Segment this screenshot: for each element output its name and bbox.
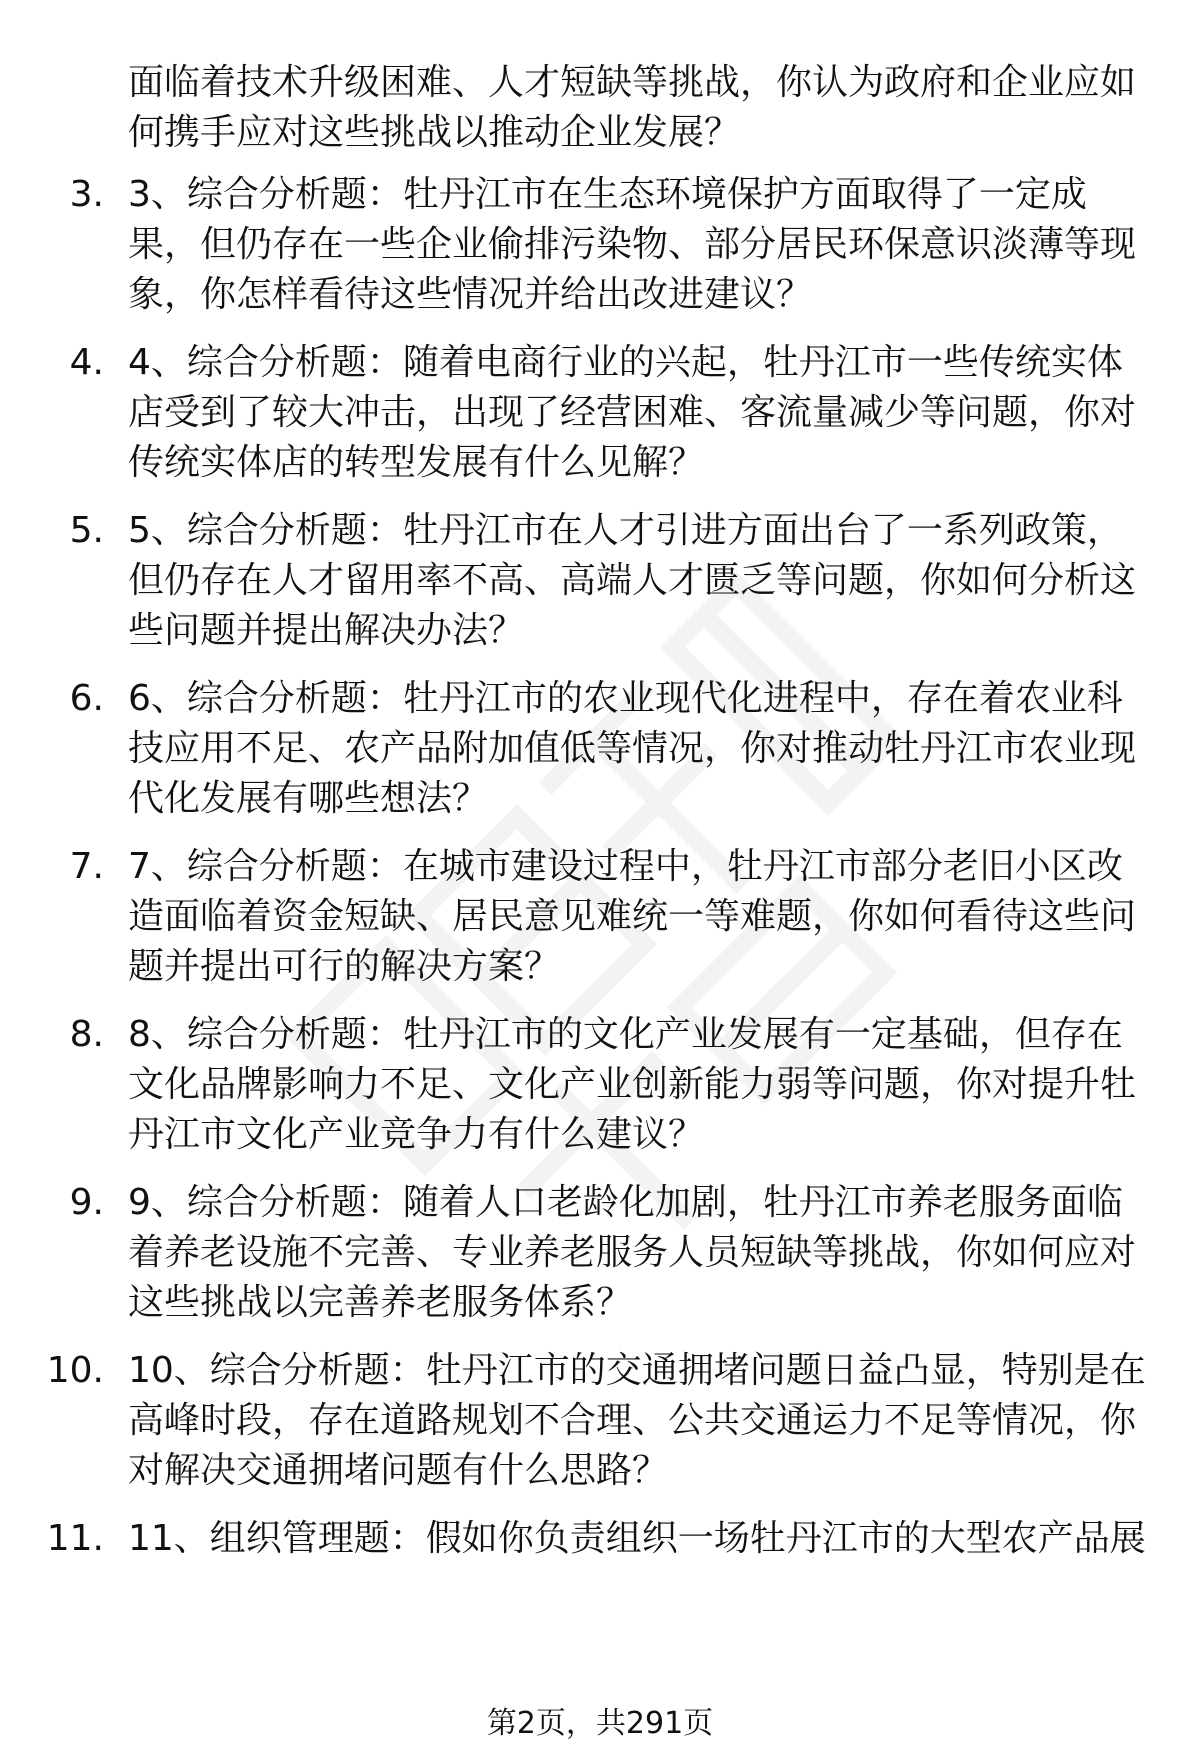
question-number: 9. [69,1182,104,1223]
question-text: 8、综合分析题：牡丹江市的文化产业发展有一定基础，但存在文化品牌影响力不足、文化产业创新能力弱等问题，你对提升牡丹江市文化产业竞争力有什么建议？ [128,1014,1137,1155]
question-item [0,1346,1200,1514]
continued-question-text: 面临着技术升级困难、人才短缺等挑战，你认为政府和企业应如何携手应对这些挑战以推动企业发展？ [128,62,1137,153]
question-number: 3. [69,174,104,215]
question-item [0,338,1200,506]
question-number: 11. [46,1518,104,1559]
question-item [0,1010,1200,1178]
question-number: 5. [69,510,104,551]
question-number: 8. [69,1014,104,1055]
question-number: 10. [46,1350,104,1391]
question-list [0,170,1200,1574]
question-item [0,1178,1200,1346]
question-number: 6. [69,678,104,719]
question-text: 6、综合分析题：牡丹江市的农业现代化进程中，存在着农业科技应用不足、农产品附加值低等情况，你对推动牡丹江市农业现代化发展有哪些想法？ [128,678,1137,819]
page-footer: 第2页，共291页 [486,1706,714,1741]
question-text: 4、综合分析题：随着电商行业的兴起，牡丹江市一些传统实体店受到了较大冲击，出现了经营困难、客流量减少等问题，你对传统实体店的转型发展有什么见解？ [128,342,1137,483]
question-number: 4. [69,342,104,383]
question-text: 7、综合分析题：在城市建设过程中，牡丹江市部分老旧小区改造面临着资金短缺、居民意见难统一等难题，你如何看待这些问题并提出可行的解决方案？ [128,846,1137,987]
question-text: 3、综合分析题：牡丹江市在生态环境保护方面取得了一定成果，但仍存在一些企业偷排污染物、部分居民环保意识淡薄等现象，你怎样看待这些情况并给出改进建议？ [128,174,1137,315]
question-text: 10、综合分析题：牡丹江市的交通拥堵问题日益凸显，特别是在高峰时段，存在道路规划不合理、公共交通运力不足等情况，你对解决交通拥堵问题有什么思路？ [128,1350,1146,1491]
question-item [0,842,1200,1010]
question-number: 7. [69,846,104,887]
question-item [0,1514,1200,1574]
question-text: 11、组织管理题：假如你负责组织一场牡丹江市的大型农产品展 [128,1518,1146,1559]
question-text: 9、综合分析题：随着人口老龄化加剧，牡丹江市养老服务面临着养老设施不完善、专业养老服务人员短缺等挑战，你如何应对这些挑战以完善养老服务体系？ [128,1182,1137,1323]
question-item [0,506,1200,674]
question-item [0,170,1200,338]
question-item [0,674,1200,842]
question-text: 5、综合分析题：牡丹江市在人才引进方面出台了一系列政策，但仍存在人才留用率不高、高端人才匮乏等问题，你如何分析这些问题并提出解决办法？ [128,510,1137,651]
